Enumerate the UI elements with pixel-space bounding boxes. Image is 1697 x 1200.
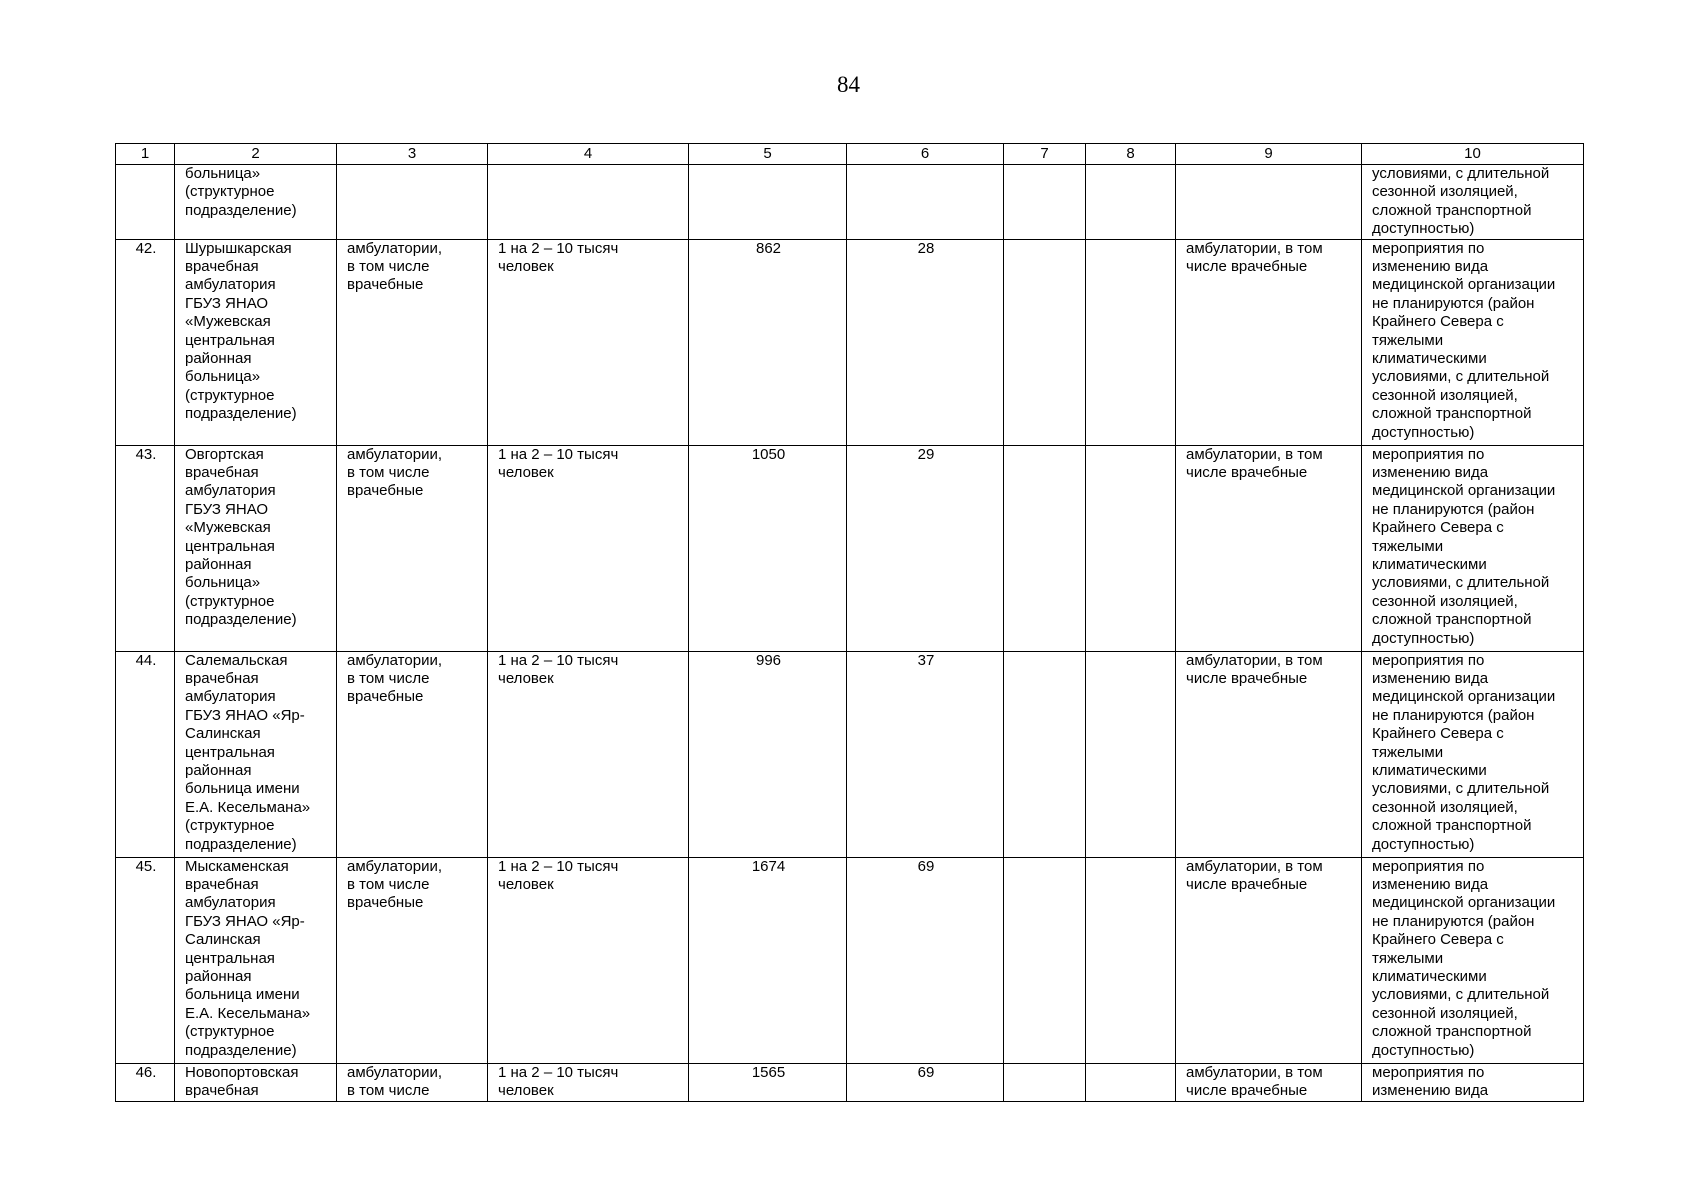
cell-measures xyxy=(1362,239,1584,445)
cell-text: амбулатории, в том числе врачебные xyxy=(1186,1063,1323,1100)
table-row xyxy=(116,857,1584,1063)
table-row-continuation xyxy=(116,165,1584,240)
cell-text: Мыскаменская врачебная амбулатория ГБУЗ ЯНАО «Яр- Салинская центральная районная больница имени Е.А. Кесельмана» (структурное подразделение) xyxy=(185,857,311,1059)
table-row xyxy=(116,239,1584,445)
cell-text: амбулатории, в том числе врачебные xyxy=(347,239,442,294)
cell-text: 1 на 2 – 10 тысяч человек xyxy=(498,651,619,688)
cell-number: 44. xyxy=(116,651,175,857)
cell-type xyxy=(337,1063,488,1101)
cell-text: амбулатории, в том числе врачебные xyxy=(347,857,442,912)
cell-norm xyxy=(488,857,689,1063)
cell-text: амбулатории, в том числе врачебные xyxy=(347,445,442,500)
cell-text: мероприятия по изменению вида медицинской организации не планируются (район Крайнего Севера с тяжелыми климатическими условиями, с длительной сезонной изоляцией, сложной транспортной доступностью) xyxy=(1372,445,1556,647)
table-row xyxy=(116,1063,1584,1101)
cell-text: условиями, с длительной сезонной изоляцией, сложной транспортной доступностью) xyxy=(1372,165,1550,238)
cell-type xyxy=(337,165,488,240)
cell-text: амбулатории, в том числе врачебные xyxy=(1186,445,1323,482)
cell-distance: 37 xyxy=(847,651,1004,857)
cell-number xyxy=(116,165,175,240)
cell-col8 xyxy=(1086,165,1176,240)
cell-col7 xyxy=(1004,1063,1086,1101)
cell-distance: 29 xyxy=(847,445,1004,651)
cell-col7 xyxy=(1004,445,1086,651)
cell-text: 1 на 2 – 10 тысяч человек xyxy=(498,857,619,894)
cell-norm xyxy=(488,165,689,240)
cell-distance: 69 xyxy=(847,857,1004,1063)
cell-text: Шурышкарская врачебная амбулатория ГБУЗ ЯНАО «Мужевская центральная районная больница» (структурное подразделение) xyxy=(185,239,297,423)
page-number: 84 xyxy=(837,72,860,97)
header-cell: 2 xyxy=(175,144,337,165)
cell-measures xyxy=(1362,165,1584,240)
cell-text: 1 на 2 – 10 тысяч человек xyxy=(498,445,619,482)
cell-organization xyxy=(175,651,337,857)
header-cell: 9 xyxy=(1176,144,1362,165)
cell-text: амбулатории, в том числе врачебные xyxy=(347,651,442,706)
cell-text: Новопортовская врачебная xyxy=(185,1063,299,1100)
cell-planned-type xyxy=(1176,445,1362,651)
cell-col7 xyxy=(1004,239,1086,445)
cell-organization xyxy=(175,239,337,445)
header-cell: 6 xyxy=(847,144,1004,165)
cell-col7 xyxy=(1004,651,1086,857)
cell-norm xyxy=(488,239,689,445)
cell-text: мероприятия по изменению вида медицинской организации не планируются (район Крайнего Севера с тяжелыми климатическими условиями, с длительной сезонной изоляцией, сложной транспортной доступностью) xyxy=(1372,857,1556,1059)
cell-type xyxy=(337,857,488,1063)
data-table xyxy=(115,143,1584,1102)
cell-norm xyxy=(488,445,689,651)
cell-planned-type xyxy=(1176,1063,1362,1101)
cell-population xyxy=(689,165,847,240)
cell-number: 42. xyxy=(116,239,175,445)
table-row xyxy=(116,445,1584,651)
header-cell: 8 xyxy=(1086,144,1176,165)
cell-number: 43. xyxy=(116,445,175,651)
header-row xyxy=(116,144,1584,165)
cell-text: Салемальская врачебная амбулатория ГБУЗ ЯНАО «Яр- Салинская центральная районная больница имени Е.А. Кесельмана» (структурное подразделение) xyxy=(185,651,311,853)
cell-planned-type xyxy=(1176,239,1362,445)
cell-text: амбулатории, в том числе врачебные xyxy=(1186,239,1323,276)
cell-text: больница» (структурное подразделение) xyxy=(185,165,297,219)
cell-organization xyxy=(175,857,337,1063)
cell-measures xyxy=(1362,1063,1584,1101)
cell-norm xyxy=(488,651,689,857)
cell-planned-type xyxy=(1176,857,1362,1063)
cell-distance xyxy=(847,165,1004,240)
cell-population: 1565 xyxy=(689,1063,847,1101)
cell-measures xyxy=(1362,445,1584,651)
cell-text: мероприятия по изменению вида xyxy=(1372,1063,1489,1100)
cell-measures xyxy=(1362,651,1584,857)
cell-type xyxy=(337,445,488,651)
cell-text: 1 на 2 – 10 тысяч человек xyxy=(498,1063,619,1100)
header-cell: 5 xyxy=(689,144,847,165)
cell-population: 862 xyxy=(689,239,847,445)
cell-col7 xyxy=(1004,857,1086,1063)
header-cell: 3 xyxy=(337,144,488,165)
cell-planned-type xyxy=(1176,165,1362,240)
cell-planned-type xyxy=(1176,651,1362,857)
cell-text: Овгортская врачебная амбулатория ГБУЗ ЯНАО «Мужевская центральная районная больница» (структурное подразделение) xyxy=(185,445,297,629)
cell-col8 xyxy=(1086,857,1176,1063)
cell-text: мероприятия по изменению вида медицинской организации не планируются (район Крайнего Севера с тяжелыми климатическими условиями, с длительной сезонной изоляцией, сложной транспортной доступностью) xyxy=(1372,239,1556,441)
cell-population: 1050 xyxy=(689,445,847,651)
header-cell: 10 xyxy=(1362,144,1584,165)
header-cell: 4 xyxy=(488,144,689,165)
header-cell: 7 xyxy=(1004,144,1086,165)
cell-distance: 28 xyxy=(847,239,1004,445)
cell-col7 xyxy=(1004,165,1086,240)
cell-distance: 69 xyxy=(847,1063,1004,1101)
cell-col8 xyxy=(1086,239,1176,445)
cell-population: 996 xyxy=(689,651,847,857)
cell-number: 45. xyxy=(116,857,175,1063)
cell-text: мероприятия по изменению вида медицинской организации не планируются (район Крайнего Севера с тяжелыми климатическими условиями, с длительной сезонной изоляцией, сложной транспортной доступностью) xyxy=(1372,651,1556,853)
cell-norm xyxy=(488,1063,689,1101)
cell-organization xyxy=(175,1063,337,1101)
cell-measures xyxy=(1362,857,1584,1063)
cell-number: 46. xyxy=(116,1063,175,1101)
cell-type xyxy=(337,239,488,445)
cell-col8 xyxy=(1086,651,1176,857)
header-cell: 1 xyxy=(116,144,175,165)
cell-text: амбулатории, в том числе врачебные xyxy=(1186,857,1323,894)
cell-type xyxy=(337,651,488,857)
cell-organization xyxy=(175,165,337,240)
cell-col8 xyxy=(1086,1063,1176,1101)
cell-text: амбулатории, в том числе xyxy=(347,1063,442,1100)
cell-col8 xyxy=(1086,445,1176,651)
cell-organization xyxy=(175,445,337,651)
cell-population: 1674 xyxy=(689,857,847,1063)
table-row xyxy=(116,651,1584,857)
cell-text: 1 на 2 – 10 тысяч человек xyxy=(498,239,619,276)
cell-text: амбулатории, в том числе врачебные xyxy=(1186,651,1323,688)
